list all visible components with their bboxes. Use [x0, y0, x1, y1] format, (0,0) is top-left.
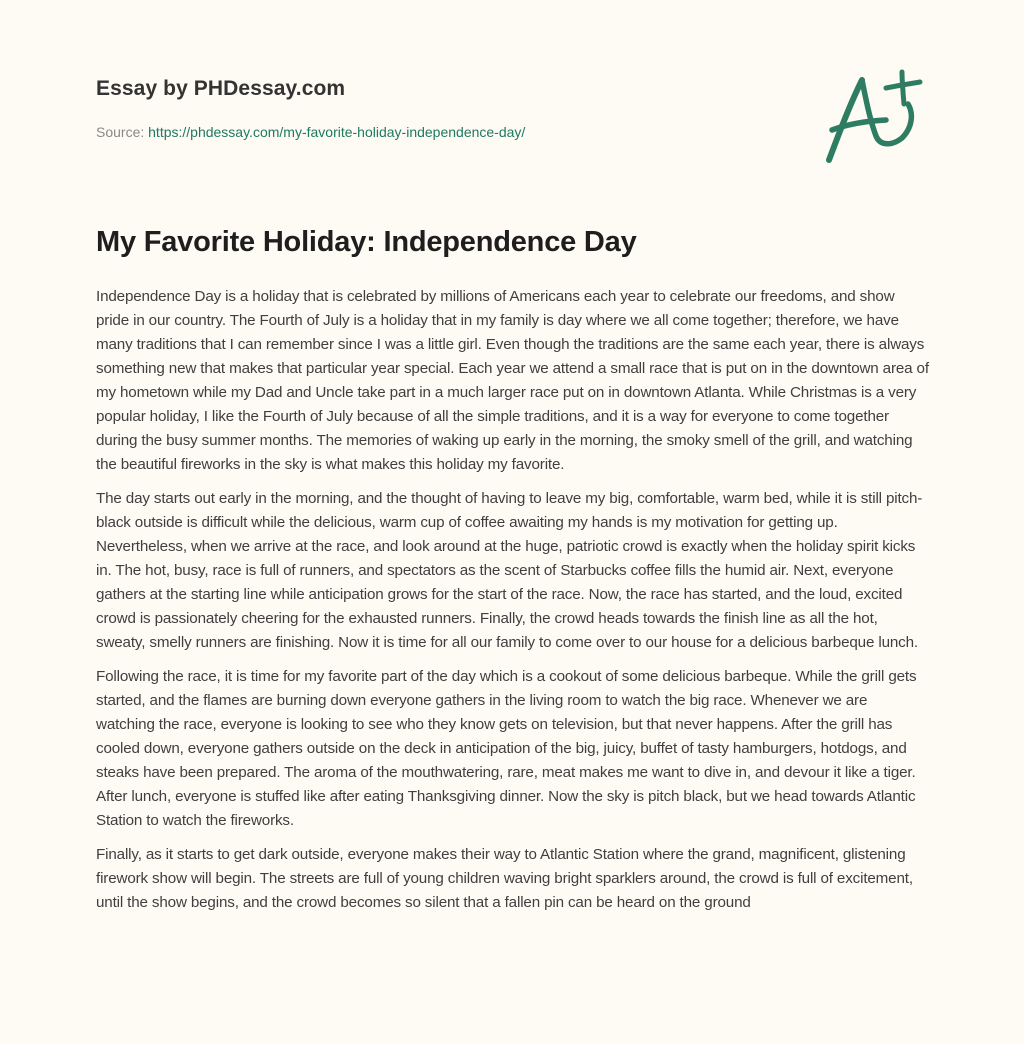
source-link[interactable]: https://phdessay.com/my-favorite-holiday-independence-day/	[148, 124, 526, 140]
essay-body	[96, 285, 930, 925]
essay-paragraph: Independence Day is a holiday that is celebrated by millions of Americans each year to celebrate our freedoms, and show pride in our country. The Fourth of July is a holiday that in my family is day where we all come together; therefore, we have many traditions that I can remember since I was a little girl. Even though the traditions are the same each year, there is always something new that makes that particular year special. Each year we attend a small race that is put on in the downtown area of my hometown while my Dad and Uncle take part in a much larger race put on in downtown Atlanta. While Christmas is a very popular holiday, I like the Fourth of July because of all the simple traditions, and it is a way for everyone to come together during the busy summer months. The memories of waking up early in the morning, the smoky smell of the grill, and watching the beautiful fireworks in the sky is what makes this holiday my favorite.	[96, 288, 929, 473]
essay-page	[96, 0, 929, 911]
page-header	[96, 0, 928, 200]
brand-title: Essay by PHDessay.com	[96, 77, 346, 100]
essay-paragraph: Finally, as it starts to get dark outside, everyone makes their way to Atlantic Station where the grand, magnificent, glistening firework show will begin. The streets are full of young children waving bright sparklers around, the crowd is full of excitement, until the show begins, and the crowd becomes so silent that a fallen pin can be heard on the ground	[96, 846, 913, 911]
essay-paragraph: The day starts out early in the morning, and the thought of having to leave my big, comfortable, warm bed, while it is still pitch-black outside is difficult while the delicious, warm cup of coffee awaiting my hands is my motivation for getting up. Nevertheless, when we arrive at the race, and look around at the huge, patriotic crowd is exactly when the holiday spirit kicks in. The hot, busy, race is full of runners, and spectators as the scent of Starbucks coffee fills the humid air. Next, everyone gathers at the starting line while anticipation grows for the start of the race. Now, the race has started, and the loud, excited crowd is passionately cheering for the exhausted runners. Finally, the crowd heads towards the finish line as all the hot, sweaty, smelly runners are finishing. Now it is time for all our family to come over to our house for a delicious barbeque lunch.	[96, 490, 923, 651]
essay-title: My Favorite Holiday: Independence Day	[96, 226, 637, 258]
source-line	[96, 124, 525, 140]
source-label: Source:	[96, 124, 149, 140]
essay-paragraph: Following the race, it is time for my favorite part of the day which is a cookout of some delicious barbeque. While the grill gets started, and the flames are burning down everyone gathers in the living room to watch the big race. Whenever we are watching the race, everyone is looking to see who they know gets on television, but that never happens. After the grill has cooled down, everyone gathers outside on the deck in anticipation of the big, juicy, buffet of tasty hamburgers, hotdogs, and steaks have been prepared. The aroma of the mouthwatering, rare, meat makes me want to dive in, and devour it like a tiger. After lunch, everyone is stuffed like after eating Thanksgiving dinner. Now the sky is pitch black, but we head towards Atlantic Station to watch the fireworks.	[96, 668, 917, 829]
a-plus-grade-icon	[820, 64, 930, 168]
